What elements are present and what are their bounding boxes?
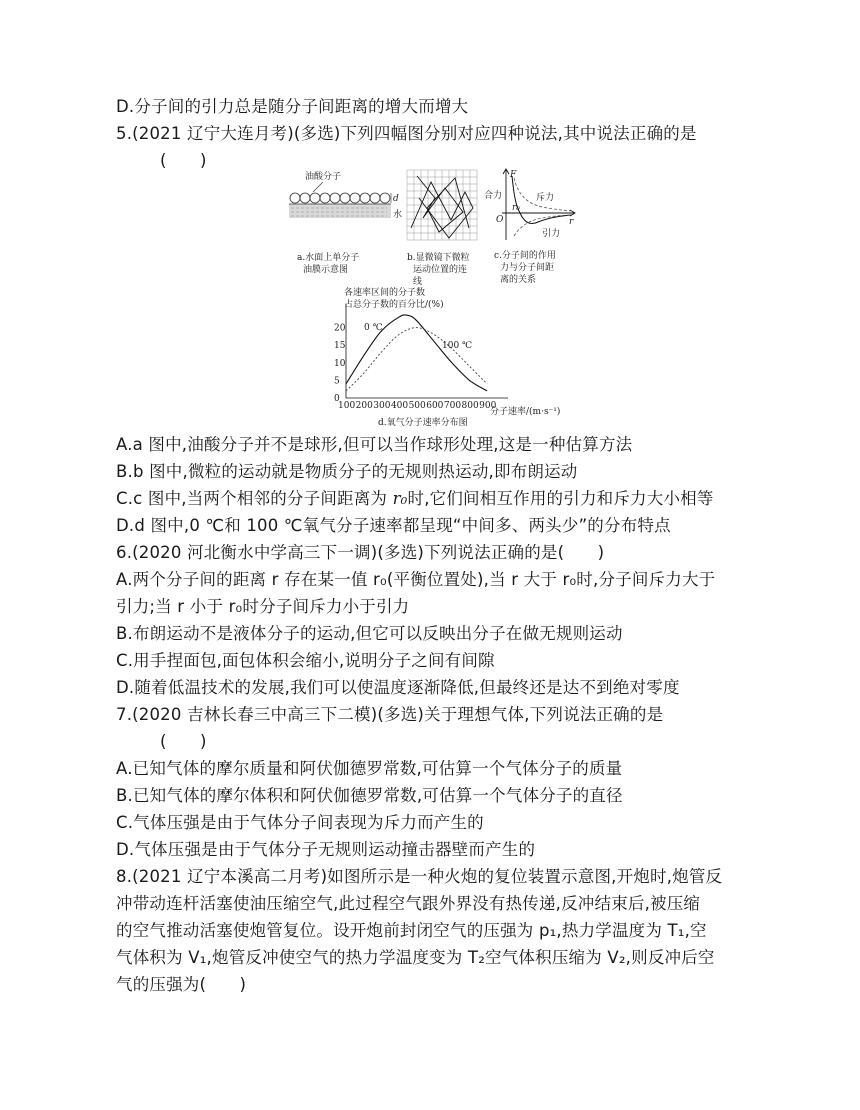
x-tick-label: 100 bbox=[338, 401, 356, 411]
q5-stem: 5.(2021 辽宁大连月考)(多选)下列四幅图分别对应四种说法,其中说法正确的是 bbox=[116, 124, 697, 143]
speed-distribution-chart bbox=[330, 286, 580, 426]
q7-option-b: B.已知气体的摩尔体积和阿伏伽德罗常数,可估算一个气体分子的直径 bbox=[116, 786, 623, 805]
x-tick-label: 900 bbox=[479, 401, 497, 411]
q6-option-c: C.用手捏面包,面包体积会缩小,说明分子之间有间隙 bbox=[116, 651, 495, 670]
q5-option-a-text: 油酸分子并不是球形,但可以当作球形处理,这是一种估算方法 bbox=[187, 435, 633, 454]
x-tick-label: 300 bbox=[373, 401, 391, 411]
oil-molecule-label: 油酸分子 bbox=[305, 172, 342, 182]
x-tick-label: 400 bbox=[390, 401, 409, 411]
q5-option-d-text: 0 ℃和 100 ℃氧气分子速率都呈现“中间多、两头少”的分布特点 bbox=[189, 516, 671, 535]
origin-label: O bbox=[496, 215, 504, 225]
figure-a bbox=[283, 168, 403, 288]
thickness-d-label: d bbox=[393, 194, 399, 204]
x-tick-label: 800 bbox=[461, 401, 479, 411]
figure-b-caption-1: b.显微镜下微粒 bbox=[407, 253, 470, 263]
figure-c-caption-1: c.分子间的作用 bbox=[494, 251, 556, 261]
q6-stem: 6.(2020 河北衡水中学高三下一调)(多选)下列说法正确的是( ) bbox=[116, 543, 605, 562]
q5-option-a-prefix: A.a 图中, bbox=[116, 435, 188, 454]
q7-option-a: A.已知气体的摩尔质量和阿伏伽德罗常数,可估算一个气体分子的质量 bbox=[116, 759, 623, 778]
series-100c-line bbox=[346, 328, 487, 391]
q5-option-c-var: r₀ bbox=[392, 489, 408, 508]
x-tick-label: 700 bbox=[443, 401, 462, 411]
figure-c-caption-3: 离的关系 bbox=[500, 275, 537, 285]
resultant-force-label: 合力 bbox=[484, 191, 503, 201]
y-tick-label: 10 bbox=[334, 358, 346, 369]
q7-answer-paren: ( ) bbox=[160, 732, 207, 751]
x-tick-label: 500 bbox=[408, 401, 426, 411]
q6-option-a-line1: A.两个分子间的距离 r 存在某一值 r₀(平衡位置处),当 r 大于 r₀时,分子间斥力大于 bbox=[116, 570, 716, 589]
q6-option-b: B.布朗运动不是液体分子的运动,但它可以反映出分子在做无规则运动 bbox=[116, 624, 623, 643]
repulsive-force-label: 斥力 bbox=[536, 193, 555, 203]
r0-label: r₀ bbox=[512, 203, 520, 213]
figure-b-caption-3: 线 bbox=[413, 277, 423, 287]
water-label: 水 bbox=[393, 210, 403, 220]
chart-xlabel: 分子速率/(m·s⁻¹) bbox=[490, 407, 561, 417]
q5-option-a bbox=[116, 434, 632, 456]
y-tick-label: 15 bbox=[334, 341, 346, 352]
figure-a-caption-1: a.水面上单分子 bbox=[297, 253, 360, 263]
q5-option-b-prefix: B.b 图中, bbox=[116, 462, 188, 481]
chart-ylabel-line-2: 占总分子数的百分比/(%) bbox=[344, 300, 444, 310]
figure-d-caption: d.氧气分子速率分布图 bbox=[378, 418, 468, 426]
series-100c-label: 100 ℃ bbox=[442, 341, 473, 351]
q8-line-1: 8.(2021 辽宁本溪高二月考)如图所示是一种火炮的复位装置示意图,开炮时,炮管反 bbox=[116, 867, 723, 886]
q7-option-d: D.气体压强是由于气体分子无规则运动撞击器壁而产生的 bbox=[116, 840, 536, 859]
oil-molecules bbox=[290, 193, 390, 203]
q4-option-d: D.分子间的引力总是随分子间距离的增大而增大 bbox=[116, 97, 469, 116]
axis-f-label: F bbox=[510, 170, 517, 180]
q6-option-d: D.随着低温技术的发展,我们可以使温度逐渐降低,但最终还是达不到绝对零度 bbox=[116, 678, 680, 697]
q8-line-4: 气体积为 V₁,炮管反冲使空气的热力学温度变为 T₂空气体积压缩为 V₂,则反冲后空 bbox=[116, 948, 715, 967]
q5-option-b bbox=[116, 461, 577, 483]
series-0c-label: 0 ℃ bbox=[364, 323, 383, 333]
figure-c-caption-2: 力与分子间距 bbox=[500, 263, 555, 273]
q8-line-3: 的空气推动活塞使炮管复位。设开炮前封闭空气的压强为 p₁,热力学温度为 T₁,空 bbox=[116, 921, 707, 940]
q8-line-5: 气的压强为( ) bbox=[116, 975, 247, 994]
q8-line-2: 冲带动连杆活塞使油压缩空气,此过程空气跟外界没有热传递,反冲结束后,被压缩 bbox=[116, 894, 701, 913]
q5-answer-paren: ( ) bbox=[160, 151, 207, 170]
q5-option-c bbox=[116, 488, 714, 510]
q5-option-c-text-1: 当两个相邻的分子间距离为 bbox=[186, 489, 393, 508]
q5-option-d bbox=[116, 515, 671, 537]
q5-option-d-prefix: D.d 图中, bbox=[116, 516, 190, 535]
q7-stem: 7.(2020 吉林长春三中高三下二模)(多选)关于理想气体,下列说法正确的是 bbox=[116, 705, 664, 724]
water-surface bbox=[289, 204, 391, 218]
axis-r-label: r bbox=[569, 217, 574, 227]
q6-option-a-line2: 引力;当 r 小于 r₀时分子间斥力小于引力 bbox=[116, 597, 410, 616]
y-tick-label: 5 bbox=[334, 376, 340, 387]
q5-option-b-text: 微粒的运动就是物质分子的无规则热运动,即布朗运动 bbox=[187, 462, 578, 481]
q7-option-c: C.气体压强是由于气体分子间表现为斥力而产生的 bbox=[116, 813, 484, 832]
chart-ylabel-line-1: 各速率区间的分子数 bbox=[344, 288, 426, 298]
x-tick-label: 200 bbox=[355, 401, 373, 411]
q5-option-c-text-2: 时,它们间相互作用的引力和斥力大小相等 bbox=[407, 489, 714, 508]
figure-a-caption-2: 油膜示意图 bbox=[303, 265, 349, 275]
q5-option-c-prefix: C.c 图中, bbox=[116, 489, 187, 508]
figure-c bbox=[484, 166, 580, 290]
x-tick-label: 600 bbox=[426, 401, 444, 411]
figure-b-caption-2: 运动位置的连 bbox=[413, 265, 468, 275]
y-tick-label: 20 bbox=[334, 323, 346, 334]
attractive-force-label: 引力 bbox=[542, 229, 561, 239]
y-tick-label: 0 bbox=[334, 394, 340, 404]
